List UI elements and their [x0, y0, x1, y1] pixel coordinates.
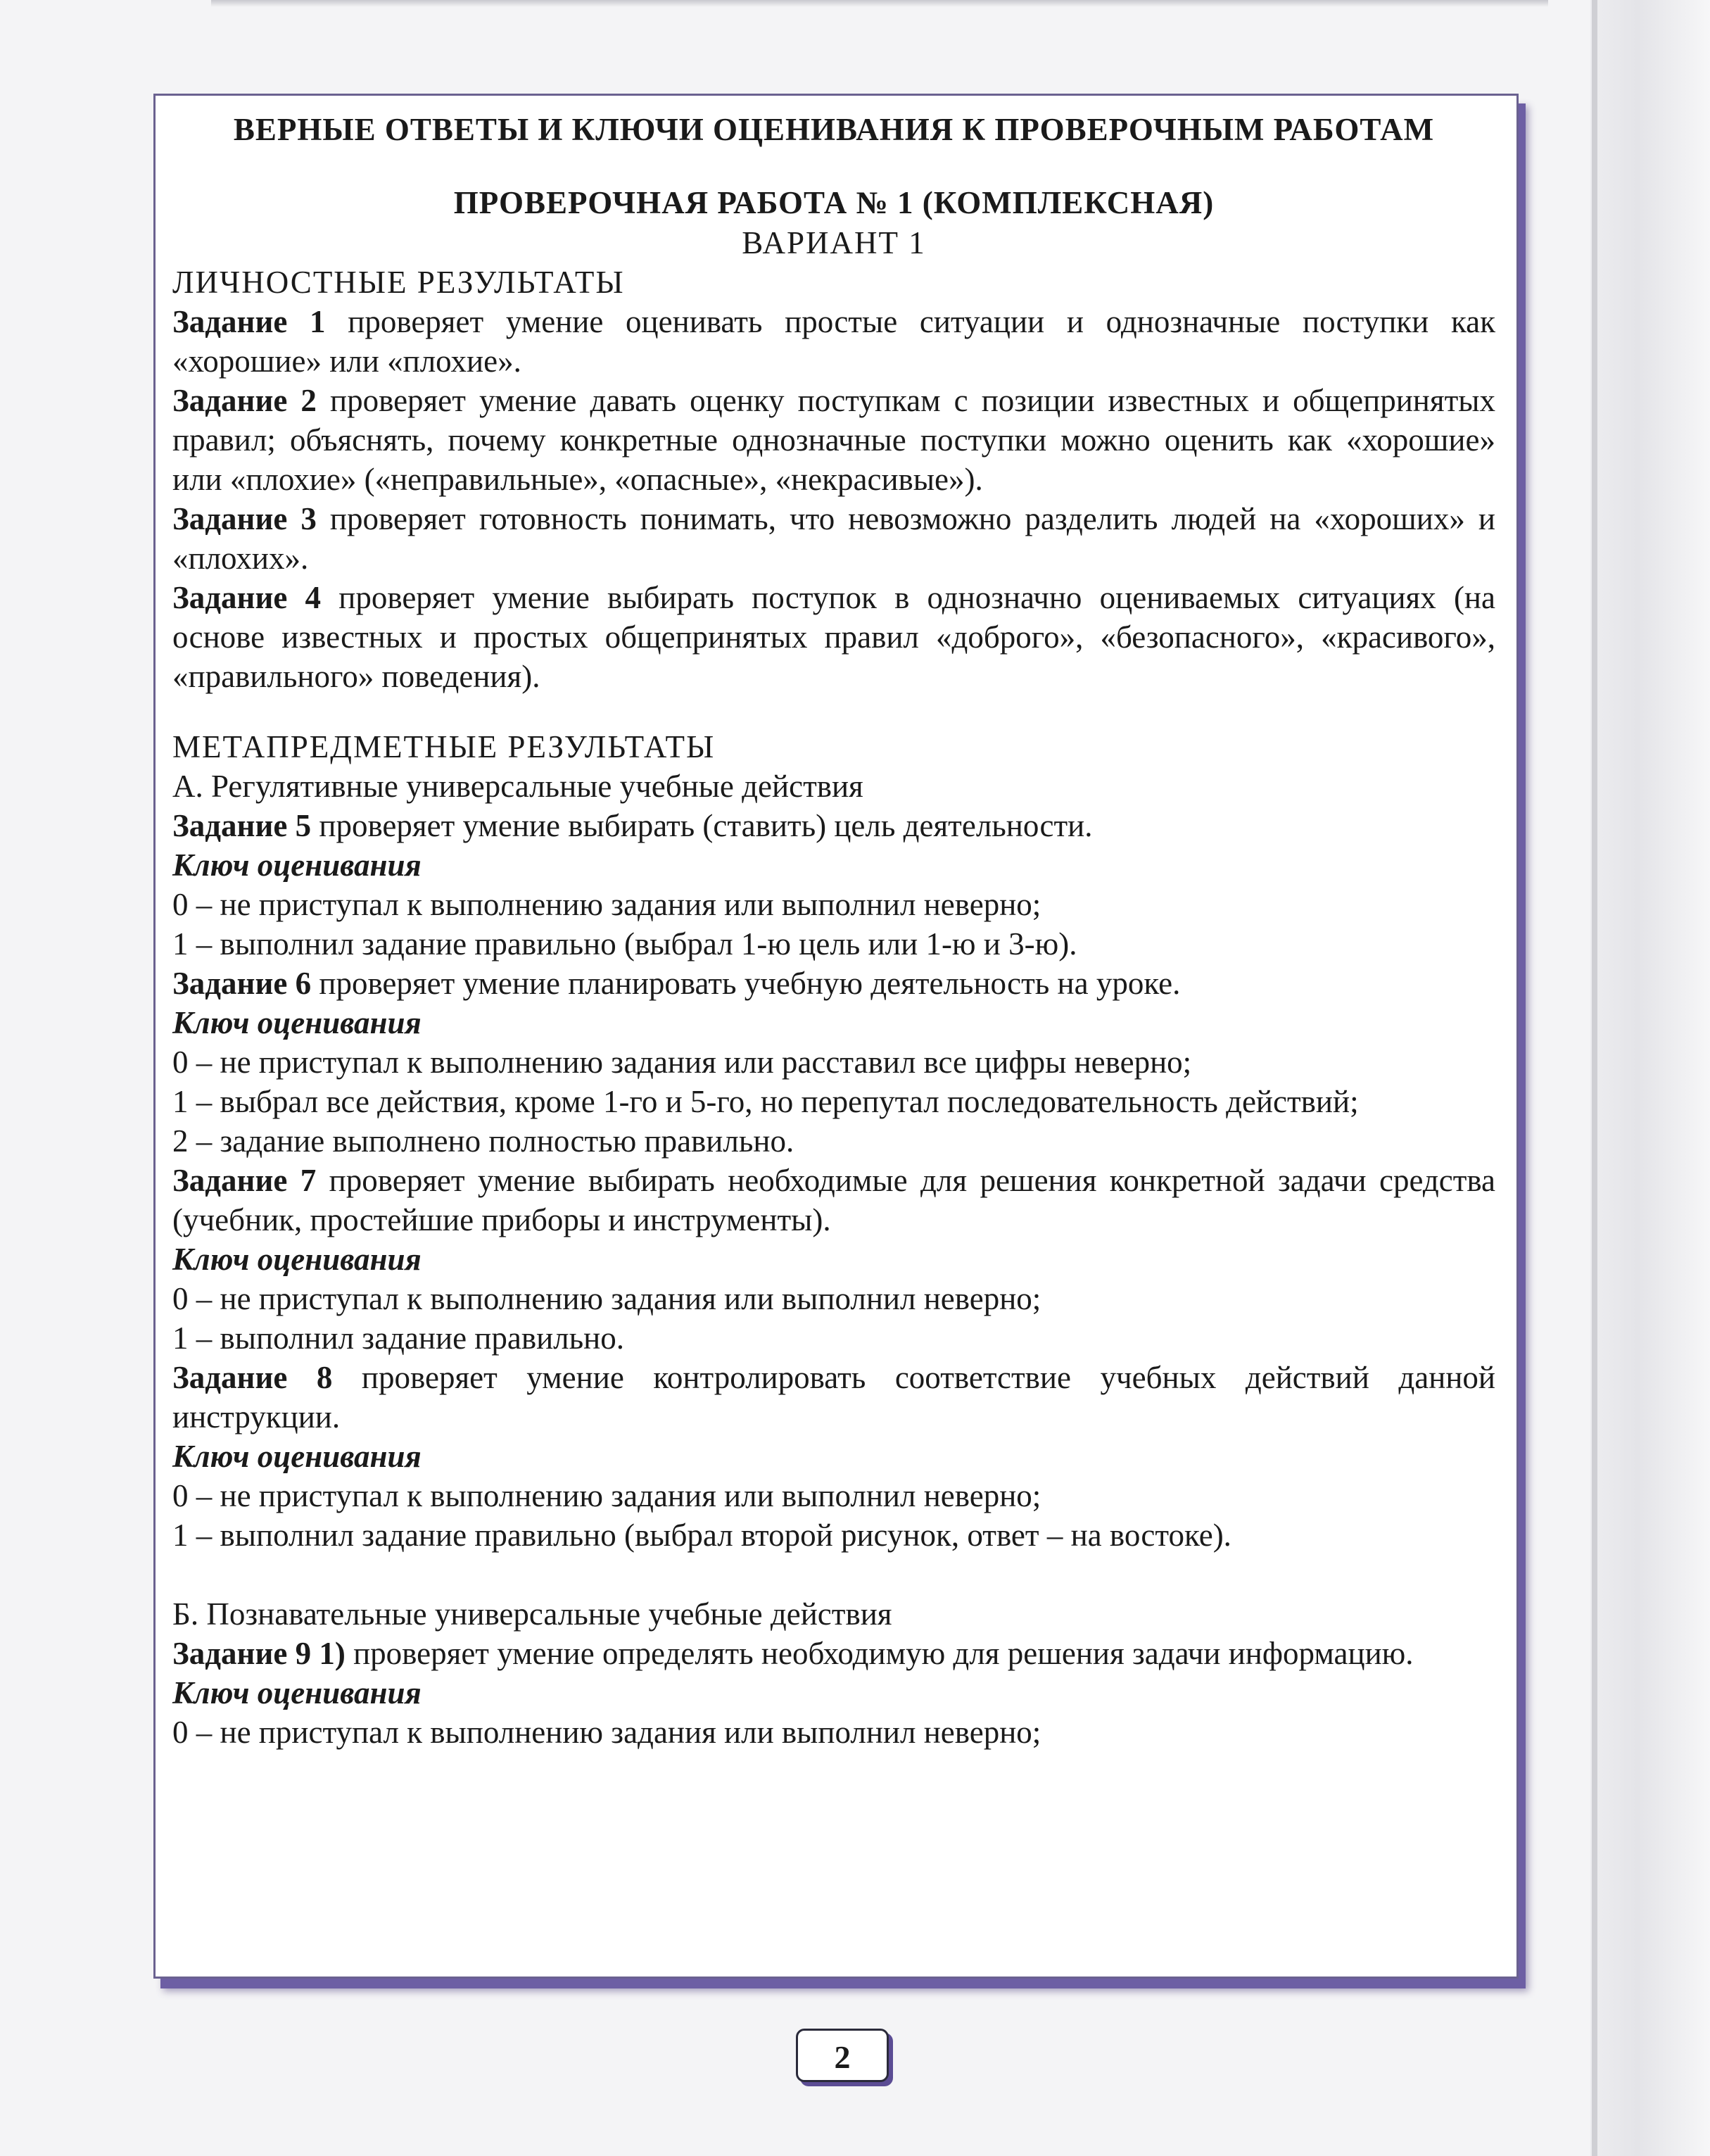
task-8-key-1: 1 – выполнил задание правильно (выбрал второй рисунок, ответ – на востоке). — [172, 1518, 1231, 1553]
task-6-paragraph — [172, 964, 1495, 1003]
regulatory-heading: А. Регулятивные универсальные учебные действия — [172, 769, 863, 804]
task-3-paragraph — [172, 499, 1495, 578]
task-8-text: проверяет умение контролировать соответствие учебных действий данной инструкции. — [172, 1360, 1495, 1435]
task-7-key-0: 0 – не приступал к выполнению задания или выполнил неверно; — [172, 1281, 1041, 1316]
top-page-edge — [211, 0, 1548, 7]
page-fold-line — [1592, 0, 1597, 2156]
task-4-text: проверяет умение выбирать поступок в однозначно оцениваемых ситуациях (на основе известных и простых общепринятых правил «доброго», «безопасного», «красивого», «правильного» поведения). — [172, 580, 1495, 694]
task-9-label: Задание 9 1) — [172, 1636, 346, 1671]
task-5-text: проверяет умение выбирать (ставить) цель деятельности. — [311, 808, 1093, 843]
document-title: ВЕРНЫЕ ОТВЕТЫ И КЛЮЧИ ОЦЕНИВАНИЯ К ПРОВЕРОЧНЫМ РАБОТАМ — [233, 112, 1435, 147]
meta-results-heading: МЕТАПРЕДМЕТНЫЕ РЕЗУЛЬТАТЫ — [172, 729, 716, 764]
task-5-paragraph — [172, 806, 1495, 845]
task-6-key-title: Ключ оценивания — [172, 1005, 422, 1040]
task-8-key-0: 0 – не приступал к выполнению задания или выполнил неверно; — [172, 1478, 1041, 1513]
task-2-paragraph — [172, 381, 1495, 499]
task-7-text: проверяет умение выбирать необходимые для решения конкретной задачи средства (учебник, простейшие приборы и инструменты). — [172, 1163, 1495, 1237]
next-page-edge — [1590, 0, 1710, 2156]
task-6-key-1: 1 – выбрал все действия, кроме 1-го и 5-го, но перепутал последовательность действий; — [172, 1084, 1359, 1119]
page-number: 2 — [796, 2029, 889, 2082]
task-5-key-0: 0 – не приступал к выполнению задания или выполнил неверно; — [172, 887, 1041, 922]
work-title: ПРОВЕРОЧНАЯ РАБОТА № 1 (КОМПЛЕКСНАЯ) — [453, 185, 1215, 220]
task-5-key-title: Ключ оценивания — [172, 847, 422, 883]
task-2-label: Задание 2 — [172, 383, 317, 418]
task-2-text: проверяет умение давать оценку поступкам с позиции известных и общепринятых правил; объяснять, почему конкретные однозначные поступки можно оценить как «хорошие» или «плохие» («неправильные», «опасные», «некрасивые»). — [172, 383, 1495, 497]
task-8-label: Задание 8 — [172, 1360, 333, 1395]
cognitive-heading: Б. Познавательные универсальные учебные действия — [172, 1596, 892, 1632]
task-7-label: Задание 7 — [172, 1163, 317, 1198]
variant-label: ВАРИАНТ 1 — [742, 225, 926, 260]
task-1-text: проверяет умение оценивать простые ситуации и однозначные поступки как «хорошие» или «плохие». — [172, 304, 1495, 379]
task-8-key-title: Ключ оценивания — [172, 1439, 422, 1474]
task-6-key-2: 2 – задание выполнено полностью правильно. — [172, 1123, 794, 1159]
task-7-key-title: Ключ оценивания — [172, 1242, 422, 1277]
task-6-key-0: 0 – не приступал к выполнению задания или расставил все цифры неверно; — [172, 1045, 1192, 1080]
task-3-label: Задание 3 — [172, 501, 317, 536]
task-5-key-1: 1 – выполнил задание правильно (выбрал 1-ю цель или 1-ю и 3-ю). — [172, 926, 1077, 962]
task-7-key-1: 1 – выполнил задание правильно. — [172, 1320, 624, 1356]
document-body — [172, 109, 1495, 1967]
task-9-text: проверяет умение определять необходимую для решения задачи информацию. — [345, 1636, 1414, 1671]
task-1-paragraph — [172, 302, 1495, 381]
task-9-paragraph — [172, 1634, 1495, 1673]
task-7-paragraph — [172, 1161, 1495, 1240]
task-8-paragraph — [172, 1358, 1495, 1437]
task-4-paragraph — [172, 578, 1495, 696]
task-6-label: Задание 6 — [172, 966, 312, 1001]
task-9-key-title: Ключ оценивания — [172, 1675, 422, 1710]
task-1-label: Задание 1 — [172, 304, 326, 339]
task-9-key-0: 0 – не приступал к выполнению задания или выполнил неверно; — [172, 1715, 1041, 1750]
task-6-text: проверяет умение планировать учебную деятельность на уроке. — [311, 966, 1181, 1001]
task-4-label: Задание 4 — [172, 580, 322, 615]
personal-results-heading: ЛИЧНОСТНЫЕ РЕЗУЛЬТАТЫ — [172, 265, 625, 300]
task-3-text: проверяет готовность понимать, что невозможно разделить людей на «хороших» и «плохих». — [172, 501, 1495, 576]
task-5-label: Задание 5 — [172, 808, 312, 843]
